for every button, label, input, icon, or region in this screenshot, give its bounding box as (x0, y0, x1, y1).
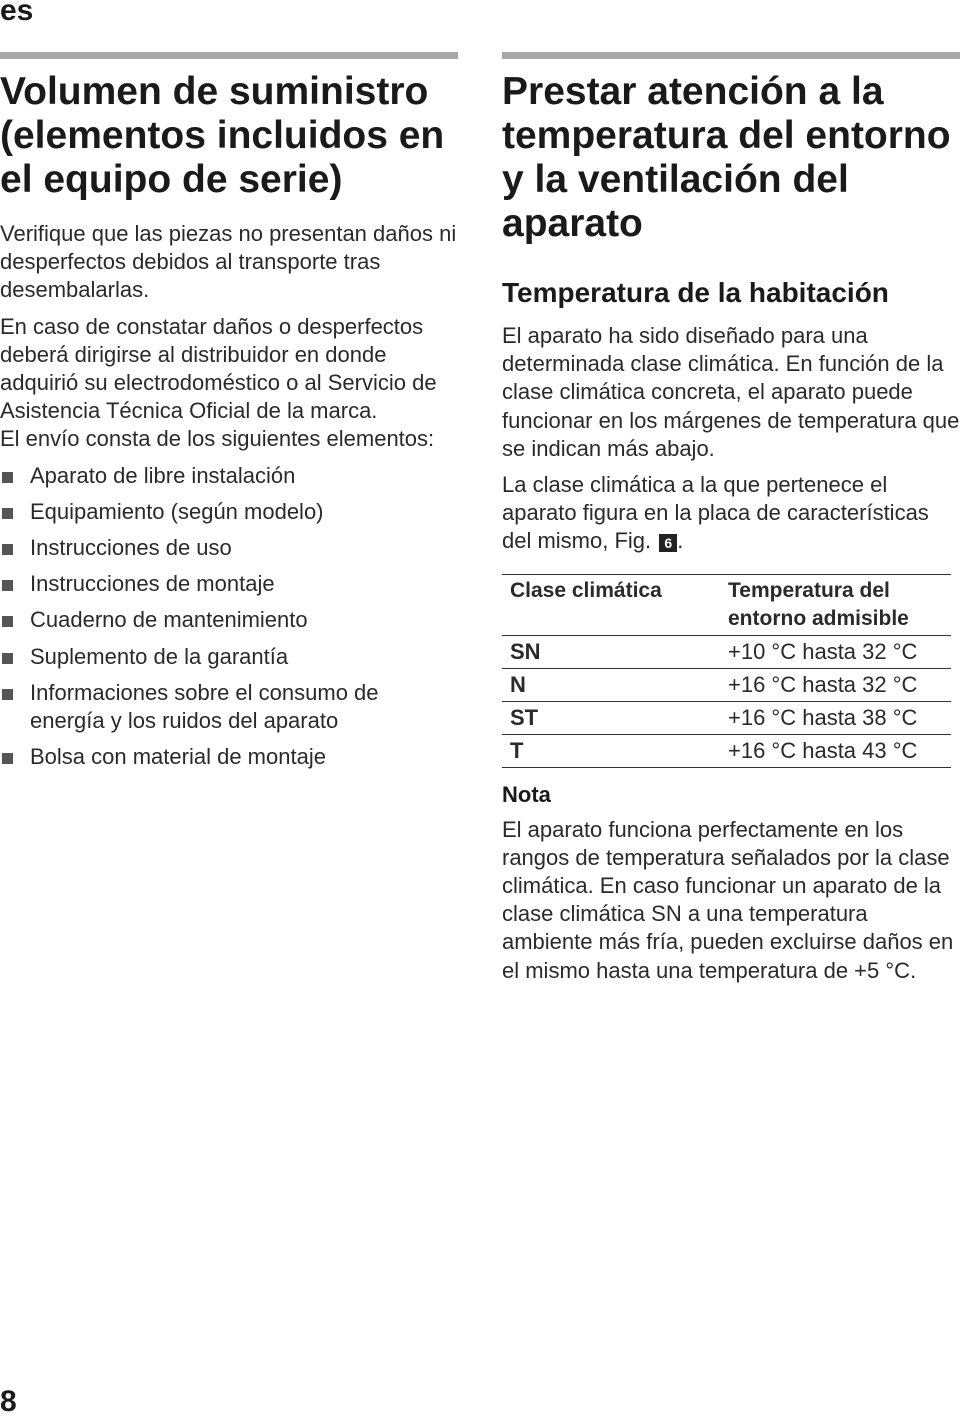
square-bullet-icon (2, 616, 13, 627)
damage-paragraph: En caso de constatar daños o desperfectos deberá dirigirse al distribuidor en donde adquirió su electrodoméstico o al Servicio de Asistencia Técnica Oficial de la marca. (0, 313, 437, 424)
temperature-range-cell: +16 °C hasta 38 °C (720, 701, 951, 734)
list-item: Aparato de libre instalación (0, 462, 458, 490)
left-column (0, 70, 458, 779)
temperature-range-cell: +10 °C hasta 32 °C (720, 635, 951, 668)
square-bullet-icon (2, 472, 13, 483)
page-number: 8 (0, 1385, 17, 1418)
square-bullet-icon (2, 653, 13, 664)
table-row (502, 635, 951, 668)
room-temperature-subtitle: Temperatura de la habitación (502, 277, 889, 308)
list-item: Informaciones sobre el consumo de energía y los ruidos del aparato (0, 679, 458, 735)
square-bullet-icon (2, 544, 13, 555)
note-heading: Nota (502, 781, 551, 807)
column-header-temperature: Temperatura del entorno admisible (720, 574, 951, 635)
right-column (502, 70, 960, 985)
language-label: es (0, 0, 34, 27)
table-row (502, 734, 951, 767)
square-bullet-icon (2, 753, 13, 764)
climate-class-cell: T (502, 734, 720, 767)
climate-class-table (502, 574, 951, 768)
list-item: Suplemento de la garantía (0, 643, 458, 671)
right-header-rule (502, 52, 960, 59)
inspect-paragraph: Verifique que las piezas no presentan daños ni desperfectos debidos al transporte tras desembalarlas. (0, 221, 457, 303)
column-header-class: Clase climática (502, 574, 720, 635)
temperature-range-cell: +16 °C hasta 32 °C (720, 668, 951, 701)
ambient-temperature-title: Prestar atención a la temperatura del entorno y la ventilación del aparato (502, 70, 951, 245)
climate-class-cell: N (502, 668, 720, 701)
list-item: Equipamiento (según modelo) (0, 498, 458, 526)
list-item: Instrucciones de uso (0, 534, 458, 562)
contents-list (0, 462, 458, 772)
climate-class-cell: ST (502, 701, 720, 734)
list-item: Cuaderno de mantenimiento (0, 606, 458, 634)
climate-class-cell: SN (502, 635, 720, 668)
contents-intro: El envío consta de los siguientes elementos: (0, 426, 435, 452)
left-header-rule (0, 52, 458, 59)
table-row (502, 668, 951, 701)
delivery-scope-title: Volumen de suministro (elementos incluidos en el equipo de serie) (0, 70, 445, 201)
list-item: Bolsa con material de montaje (0, 743, 458, 771)
figure-reference-icon: 6 (659, 534, 677, 552)
list-item: Instrucciones de montaje (0, 570, 458, 598)
temperature-range-cell: +16 °C hasta 43 °C (720, 734, 951, 767)
table-row (502, 701, 951, 734)
note-text: El aparato funciona perfectamente en los rangos de temperatura señalados por la clase climática. En caso funcionar un aparato de la clase climática SN a una temperatura ambiente más fría, pueden excluirse daños en el mismo hasta una temperatura de +5 °C. (502, 816, 954, 983)
table-header-row (502, 574, 951, 635)
square-bullet-icon (2, 689, 13, 700)
square-bullet-icon (2, 508, 13, 519)
square-bullet-icon (2, 580, 13, 591)
climate-class-paragraph: El aparato ha sido diseñado para una determinada clase climática. En función de la clase climática concreta, el aparato puede funcionar en los márgenes de temperatura que se indican más abajo. (502, 323, 960, 461)
rating-plate-paragraph: La clase climática a la que pertenece el aparato figura en la placa de características del mismo, Fig. 6 . (502, 472, 929, 554)
